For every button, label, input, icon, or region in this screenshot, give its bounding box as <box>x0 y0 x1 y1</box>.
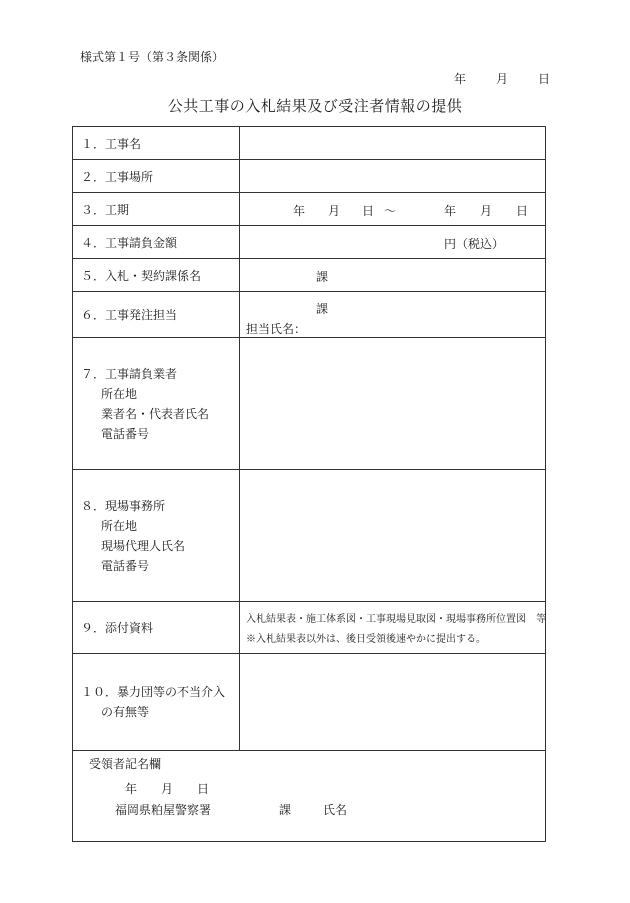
attachments-note: ※入札結果表以外は、後日受領後速やかに提出する。 <box>246 634 486 645</box>
amount-unit: 円（税込） <box>444 237 505 251</box>
document-date <box>454 70 550 87</box>
label-contractor-address: 所在地 <box>101 386 138 401</box>
row-order-staff <box>73 292 546 338</box>
label-attachments: ９．添付資料 <box>73 602 240 654</box>
row-contract-amount <box>73 226 546 259</box>
field-site-office[interactable] <box>240 470 546 602</box>
person-label: 担当氏名： <box>246 322 307 336</box>
date-month: 月 <box>495 72 508 86</box>
receipt-section: 課 <box>279 803 292 817</box>
row-project-name <box>73 127 546 160</box>
receipt-month: 月 <box>161 782 174 796</box>
field-project-name[interactable] <box>240 127 546 160</box>
receipt-box[interactable] <box>73 751 546 842</box>
row-project-period <box>73 193 546 226</box>
field-project-location[interactable] <box>240 160 546 193</box>
label-contractor-name: 業者名・代表者氏名 <box>101 406 210 421</box>
attachments-list: 入札結果表・施工体系図・工事現場見取図・現場事務所位置図 等 <box>246 614 546 625</box>
label-contract-amount: ４．工事請負金額 <box>73 226 240 259</box>
label-project-period: ３．工期 <box>73 193 240 226</box>
row-contractor <box>73 338 546 470</box>
label-contractor-phone: 電話番号 <box>101 426 150 441</box>
label-site-office-main: ８．現場事務所 <box>81 498 166 513</box>
document-title: 公共工事の入札結果及び受注者情報の提供 <box>167 97 463 115</box>
row-site-office <box>73 470 546 602</box>
row-intervention <box>73 654 546 751</box>
receipt-name-label: 氏名 <box>323 803 348 817</box>
period-year-end: 年 <box>444 204 457 218</box>
period-day-start: 日 <box>362 204 375 218</box>
field-order-staff[interactable] <box>240 292 546 338</box>
period-year-start: 年 <box>293 204 306 218</box>
form-number: 様式第１号（第３条関係） <box>80 50 225 64</box>
period-month-end: 月 <box>480 204 493 218</box>
label-intervention <box>73 654 240 751</box>
row-attachments <box>73 602 546 654</box>
field-contractor[interactable] <box>240 338 546 470</box>
date-day: 日 <box>537 72 550 86</box>
label-site-agent-name: 現場代理人氏名 <box>101 538 186 553</box>
field-contract-section[interactable] <box>240 259 546 292</box>
field-intervention[interactable] <box>240 654 546 751</box>
receipt-year: 年 <box>125 782 138 796</box>
order-section-unit: 課 <box>316 302 329 316</box>
receipt-day: 日 <box>197 782 210 796</box>
label-site-office-phone: 電話番号 <box>101 558 150 573</box>
label-project-location: ２．工事場所 <box>73 160 240 193</box>
field-attachments[interactable] <box>240 602 546 654</box>
field-contract-amount[interactable] <box>240 226 546 259</box>
row-project-location <box>73 160 546 193</box>
receipt-title: 受領者記名欄 <box>89 757 162 771</box>
receipt-org: 福岡県粕屋警察署 <box>115 803 212 817</box>
period-day-end: 日 <box>516 204 529 218</box>
label-intervention-main: １０．暴力団等の不当介入 <box>81 685 226 699</box>
label-order-staff: ６．工事発注担当 <box>73 292 240 338</box>
label-site-office-address: 所在地 <box>101 518 138 533</box>
label-intervention-sub: の有無等 <box>101 705 150 719</box>
info-form-table <box>72 126 546 842</box>
period-month-start: 月 <box>328 204 341 218</box>
label-project-name: １．工事名 <box>73 127 240 160</box>
row-contract-section <box>73 259 546 292</box>
field-project-period[interactable] <box>240 193 546 226</box>
label-contractor-main: ７．工事請負業者 <box>81 366 178 381</box>
date-year: 年 <box>453 72 466 86</box>
section-unit: 課 <box>316 270 329 284</box>
label-contract-section: ５．入札・契約課係名 <box>73 259 240 292</box>
period-tilde: 〜 <box>384 204 397 218</box>
label-site-office <box>73 470 240 602</box>
row-receipt <box>73 751 546 842</box>
label-contractor <box>73 338 240 470</box>
